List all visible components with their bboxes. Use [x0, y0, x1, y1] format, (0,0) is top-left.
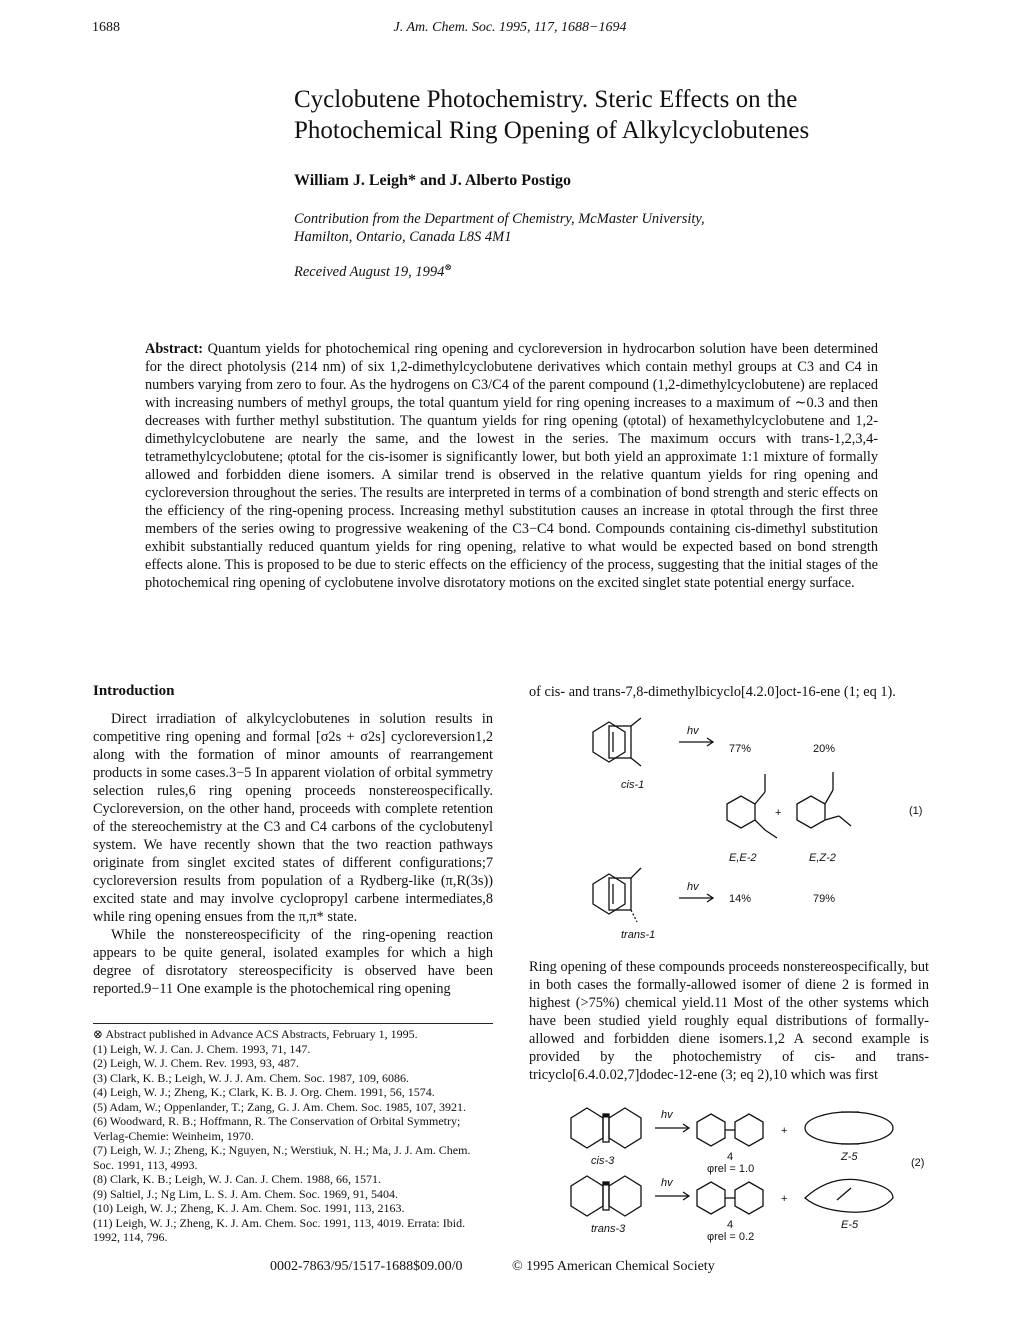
- received-text: Received August 19, 1994: [294, 263, 445, 280]
- trans-3-left-ring: [571, 1176, 603, 1216]
- trans-3-right-ring: [609, 1176, 641, 1216]
- yield-trans-EE: 14%: [729, 893, 752, 905]
- yield-cis-EE: 77%: [729, 743, 752, 755]
- footnote: (4) Leigh, W. J.; Zheng, K.; Clark, K. B. J. Org. Chem. 1991, 56, 1574.: [93, 1085, 435, 1099]
- issn-code: 0002-7863/95/1517-1688$09.00/0: [270, 1259, 463, 1274]
- abstract-label: Abstract:: [145, 341, 203, 357]
- footnote: (7) Leigh, W. J.; Zheng, K.; Nguyen, N.; Werstiuk, N. H.; Ma, J. J. Am. Chem. Soc. 1991, 113, 4993.: [93, 1143, 471, 1172]
- copyright: © 1995 American Chemical Society: [512, 1259, 715, 1274]
- right-paragraph-2: Ring opening of these compounds proceeds nonstereospecifically, but in both cases the formally-allowed isomer of diene 2 is formed in highest (>75%) chemical yield.11 Most of the other systems which have been studied yield roughly equal distributions of formally-allowed and forbidden diene isomers.1,2 A second example is provided by the photochemistry of cis- and trans-tricyclo[6.4.0.02,7]dodec-12-ene (3; eq 2),10 which was first: [529, 959, 929, 1083]
- footnote: (2) Leigh, W. J. Chem. Rev. 1993, 93, 487.: [93, 1056, 299, 1070]
- article-title: [294, 84, 934, 146]
- hv-label: hv: [661, 1177, 673, 1189]
- trans-3-label: trans-3: [591, 1223, 626, 1235]
- equation-number-2: (2): [911, 1157, 925, 1169]
- cis-3-right-ring: [609, 1108, 641, 1148]
- product-4-label: 4: [727, 1151, 734, 1163]
- section-heading-introduction: Introduction: [93, 683, 175, 699]
- product-4-ring-b: [735, 1182, 763, 1214]
- diene-EZ: [797, 796, 825, 828]
- footnote: (5) Adam, W.; Oppenlander, T.; Zang, G. J. Am. Chem. Soc. 1985, 107, 3921.: [93, 1099, 467, 1114]
- Z5-label: Z-5: [841, 1151, 858, 1163]
- running-head: J. Am. Chem. Soc. 1995, 117, 1688−1694: [393, 20, 627, 35]
- received-mark: ⊗: [444, 262, 452, 272]
- footnote: (8) Clark, K. B.; Leigh, W. J. Can. J. Chem. 1988, 66, 1571.: [93, 1172, 381, 1186]
- affiliation: [294, 210, 914, 246]
- hv-label: hv: [661, 1109, 673, 1121]
- right-paragraph-1: of cis- and trans-7,8-dimethylbicyclo[4.2.0]oct-16-ene (1; eq 1).: [529, 684, 896, 700]
- product-4-ring-b: [735, 1114, 763, 1146]
- yield-trans-EZ: 79%: [813, 893, 836, 905]
- EE-2-label: E,E-2: [729, 852, 757, 864]
- EZ-2-label: E,Z-2: [809, 852, 836, 864]
- cis-3-label: cis-3: [591, 1155, 615, 1167]
- footnote-divider: [93, 1023, 493, 1024]
- abstract: [145, 340, 878, 592]
- right-column-intro: [529, 683, 929, 701]
- title-line-2: Photochemical Ring Opening of Alkylcyclobutenes: [294, 117, 810, 144]
- plus-sign: +: [781, 1193, 788, 1205]
- intro-paragraph-1: Direct irradiation of alkylcyclobutenes in solution results in competitive ring opening and formal [σ2s + σ2s] cycloreversion1,2 along with the formation of minor amounts of rearrangement products in some cases.3−5 In apparent violation of orbital symmetry selection rules,6 ring opening proceeds nonstereospecifically. Cycloreversion, on the other hand, proceeds with complete retention of the stereochemistry at the C3 and C4 carbons of the cyclobutenyl system. We have recently shown that the two reaction pathways originate from singlet excited states of different configurations;7 cycloreversion results from population of a Rydberg-like (π,R(3s)) excited state and may involve cyclopropyl carbene intermediates,8 while ring opening ensues from the π,π* state.: [93, 711, 493, 925]
- plus-sign: +: [775, 807, 782, 819]
- phi-rel-trans: φrel = 0.2: [707, 1231, 755, 1243]
- footnotes: [93, 1027, 493, 1245]
- reaction-scheme-2: [529, 1090, 939, 1250]
- E5-label: E-5: [841, 1219, 859, 1231]
- hv-label: hv: [687, 725, 699, 737]
- right-column-body: [529, 958, 929, 1084]
- footnote: (10) Leigh, W. J.; Zheng, K. J. Am. Chem. Soc. 1991, 113, 2163.: [93, 1201, 405, 1215]
- product-4-label: 4: [727, 1219, 734, 1231]
- abstract-text: Quantum yields for photochemical ring opening and cycloreversion in hydrocarbon solution have been determined for the direct photolysis (214 nm) of six 1,2-dimethylcyclobutene derivatives which contain methyl groups at C3 and C4 in numbers varying from zero to four. As the hydrogens on C3/C4 of the parent compound (1,2-dimethylcyclobutene) are replaced with increasing numbers of methyl groups, the total quantum yield for ring opening increases to a maximum of ∼0.3 and then decreases with further methyl substitution. The quantum yields for ring opening (φtotal) of hexamethylcyclobutene and 1,2-dimethylcyclobutene are nearly the same, and the lowest in the series. The maximum occurs with trans-1,2,3,4-tetramethylcyclobutene; φtotal for the cis-isomer is significantly lower, but both yield an approximate 1:1 mixture of formally allowed and forbidden diene isomers. A similar trend is observed in the relative quantum yields for ring opening and cycloreversion throughout the series. The results are interpreted in terms of a combination of bond strength and steric effects on the efficiency of the ring-opening process. Increasing methyl substitution causes an increase in φtotal through the first three members of the series owing to progressive weakening of the C3−C4 bond. Compounds containing cis-dimethyl substitution exhibit substantially reduced quantum yields for ring opening, relative to what would be expected based on bond strength effects alone. This is proposed to be due to steric effects on the efficiency of the process, suggesting that the initial stages of the photochemical ring opening of cyclobutene involve disrotatory motions on the excited singlet state potential energy surface.: [145, 341, 879, 591]
- intro-paragraph-2: While the nonstereospecificity of the ring-opening reaction appears to be quite general, isolated examples for which a high degree of disrotatory stereospecificity is observed have been reported.9−11 One example is the photochemical ring opening: [93, 927, 493, 997]
- product-4-ring-a: [697, 1182, 725, 1214]
- footnote: (3) Clark, K. B.; Leigh, W. J. J. Am. Chem. Soc. 1987, 109, 6086.: [93, 1070, 409, 1085]
- title-line-1: Cyclobutene Photochemistry. Steric Effects on the: [294, 86, 798, 113]
- footnote: ⊗ Abstract published in Advance ACS Abstracts, February 1, 1995.: [93, 1027, 418, 1041]
- footnote: (11) Leigh, W. J.; Zheng, K. J. Am. Chem. Soc. 1991, 113, 4019. Errata: Ibid. 1992, 114, 796.: [93, 1215, 466, 1244]
- plus-sign: +: [781, 1125, 788, 1137]
- trans-1-label: trans-1: [621, 929, 656, 941]
- hv-label: hv: [687, 881, 699, 893]
- yield-cis-EZ: 20%: [813, 743, 836, 755]
- trans-1-cyclobutene: [609, 878, 631, 910]
- page-number: 1688: [92, 20, 120, 35]
- received-date: [294, 262, 452, 281]
- product-E5: [805, 1179, 893, 1212]
- phi-rel-cis: φrel = 1.0: [707, 1163, 755, 1175]
- footnote: (1) Leigh, W. J. Can. J. Chem. 1993, 71, 147.: [93, 1041, 311, 1056]
- cis-1-cyclobutene: [609, 726, 631, 758]
- footnote: (6) Woodward, R. B.; Hoffmann, R. The Conservation of Orbital Symmetry; Verlag-Chemie: Weinheim, 1970.: [93, 1114, 461, 1143]
- cis-1-label: cis-1: [621, 779, 645, 791]
- footnote: (9) Saltiel, J.; Ng Lim, L. S. J. Am. Chem. Soc. 1969, 91, 5404.: [93, 1186, 398, 1201]
- diene-EE: [727, 796, 755, 828]
- affiliation-line-2: Hamilton, Ontario, Canada L8S 4M1: [294, 229, 512, 245]
- introduction-column: [93, 710, 493, 998]
- affiliation-line-1: Contribution from the Department of Chemistry, McMaster University,: [294, 211, 705, 227]
- authors: William J. Leigh* and J. Alberto Postigo: [294, 172, 572, 189]
- product-4-ring-a: [697, 1114, 725, 1146]
- product-Z5: [805, 1112, 893, 1144]
- reaction-scheme-1: [529, 712, 939, 944]
- cis-3-left-ring: [571, 1108, 603, 1148]
- equation-number-1: (1): [909, 805, 923, 817]
